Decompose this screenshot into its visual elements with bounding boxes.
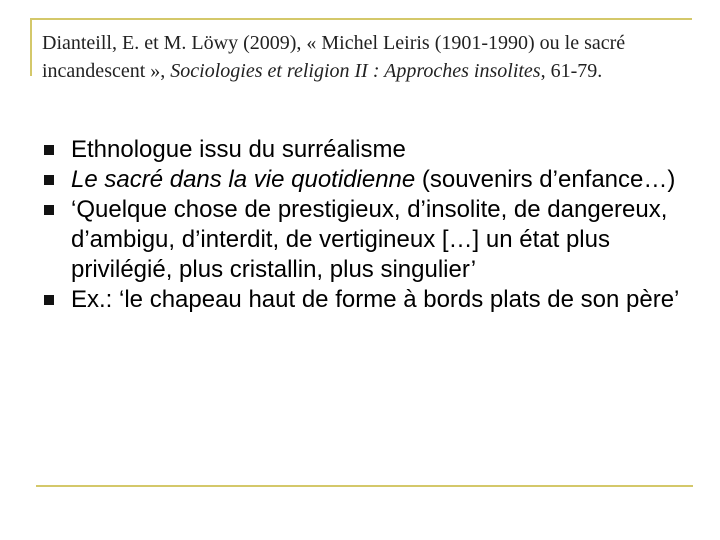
square-bullet-icon (44, 175, 54, 185)
citation-journal: Sociologies et religion II : Approches insolites (170, 60, 541, 82)
bullet-emphasis: Le sacré dans la vie quotidienne (71, 166, 416, 193)
top-rule (32, 18, 692, 20)
square-bullet-icon (44, 295, 54, 305)
citation-pages: , 61-79. (540, 60, 603, 82)
bullet-item (44, 165, 684, 195)
left-rule (30, 18, 32, 76)
citation-title (42, 29, 692, 85)
bullet-list (44, 135, 684, 315)
square-bullet-icon (44, 145, 54, 155)
bullet-item (44, 135, 684, 165)
bullet-item (44, 285, 684, 315)
bullet-text: Ex.: ‘le chapeau haut de forme à bords plats de son père’ (71, 286, 680, 313)
bullet-text: (souvenirs d’enfance…) (415, 166, 676, 193)
citation-authors: Dianteill, E. et M. Löwy (2009), « Michel Leiris (1901-1990) ou le sacré incandescent », (42, 32, 626, 82)
square-bullet-icon (44, 205, 54, 215)
bullet-text: Ethnologue issu du surréalisme (71, 136, 406, 163)
bullet-text: ‘Quelque chose de prestigieux, d’insolite, de dangereux, d’ambigu, d’interdit, de vertigineux […] un état plus privilégié, plus cristallin, plus singulier’ (71, 196, 668, 283)
bottom-rule (36, 485, 693, 487)
bullet-item (44, 195, 684, 285)
